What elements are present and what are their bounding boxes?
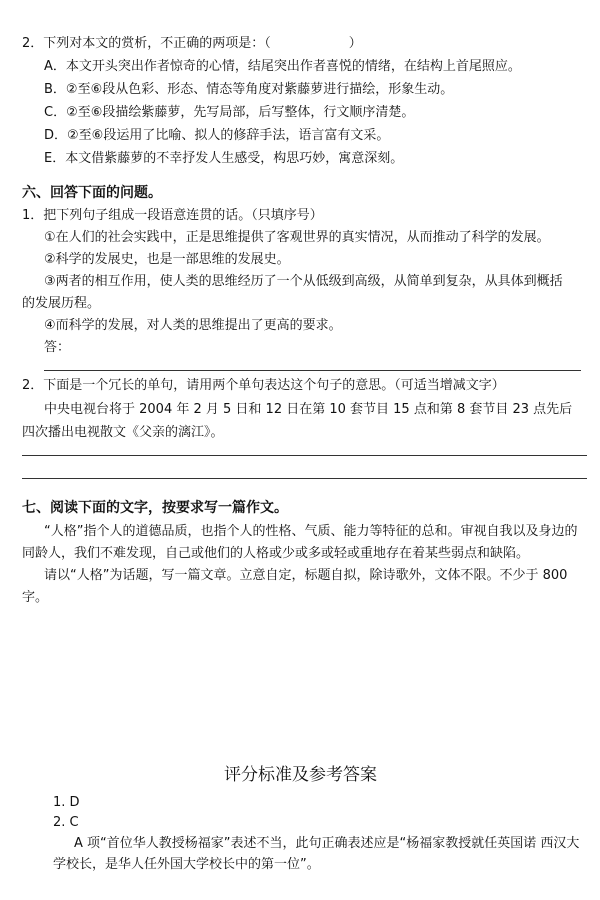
essay-prompt-line-4: 字。 [22, 590, 49, 605]
answer-explanation-line-1: A 项“首位华人教授杨福家”表述不当，此句正确表述应是“杨福家教授就任英国诺 西汉大 [74, 836, 580, 851]
option-b: B．②至⑥段从色彩、形态、情态等角度对紫藤萝进行描绘，形象生动。 [44, 82, 454, 97]
section-6-q2-stem: 2．下面是一个冗长的单句，请用两个单句表达这个句子的意思。（可适当增减文字） [22, 378, 505, 393]
section-6-heading: 六、回答下面的问题。 [22, 185, 162, 201]
answer-item-2: 2. C [53, 815, 79, 830]
option-e: E．本文借紫藤萝的不幸抒发人生感受，构思巧妙，寓意深刻。 [44, 151, 404, 166]
section-7-heading: 七、阅读下面的文字，按要求写一篇作文。 [22, 500, 288, 516]
long-sentence-line-1: 中央电视台将于 2004 年 2 月 5 日和 12 日在第 10 套节目 15 点和第 8 套节目 23 点先后 [44, 402, 573, 417]
essay-prompt-line-2: 同龄人，我们不难发现，自己或他们的人格或少或多或轻或重地存在着某些弱点和缺陷。 [22, 546, 530, 561]
option-d: D．②至⑥段运用了比喻、拟人的修辞手法，语言富有文采。 [44, 128, 390, 143]
sentence-4: ④而科学的发展，对人类的思维提出了更高的要求。 [44, 318, 342, 333]
answer-explanation-line-2: 学校长，是华人任外国大学校长中的第一位”。 [53, 857, 320, 872]
option-a: A．本文开头突出作者惊奇的心情，结尾突出作者喜悦的情绪，在结构上首尾照应。 [44, 59, 521, 74]
answer-line [22, 478, 587, 479]
question-2-stem: 2．下列对本文的赏析，不正确的两项是：（ ） [22, 36, 362, 51]
answer-line [44, 370, 581, 371]
sentence-3: ③两者的相互作用，使人类的思维经历了一个从低级到高级，从简单到复杂，从具体到概括 [44, 274, 563, 289]
essay-prompt-line-1: “人格”指个人的道德品质，也指个人的性格、气质、能力等特征的总和。审视自我以及身边的 [44, 524, 578, 539]
sentence-3-cont: 的发展历程。 [22, 296, 101, 311]
section-6-q1-stem: 1．把下列句子组成一段语意连贯的话。（只填序号） [22, 208, 323, 223]
sentence-1: ①在人们的社会实践中，正是思维提供了客观世界的真实情况，从而推动了科学的发展。 [44, 230, 550, 245]
long-sentence-line-2: 四次播出电视散文《父亲的漓江》。 [22, 425, 224, 440]
essay-prompt-line-3: 请以“人格”为话题，写一篇文章。立意自定，标题自拟，除诗歌外，文体不限。不少于 800 [44, 568, 568, 583]
answer-label: 答： [44, 340, 71, 355]
sentence-2: ②科学的发展史，也是一部思维的发展史。 [44, 252, 290, 267]
answer-item-1: 1. D [53, 795, 80, 810]
answer-line [22, 455, 587, 456]
option-c: C．②至⑥段描绘紫藤萝，先写局部，后写整体，行文顺序清楚。 [44, 105, 415, 120]
answers-title: 评分标准及参考答案 [224, 765, 377, 785]
